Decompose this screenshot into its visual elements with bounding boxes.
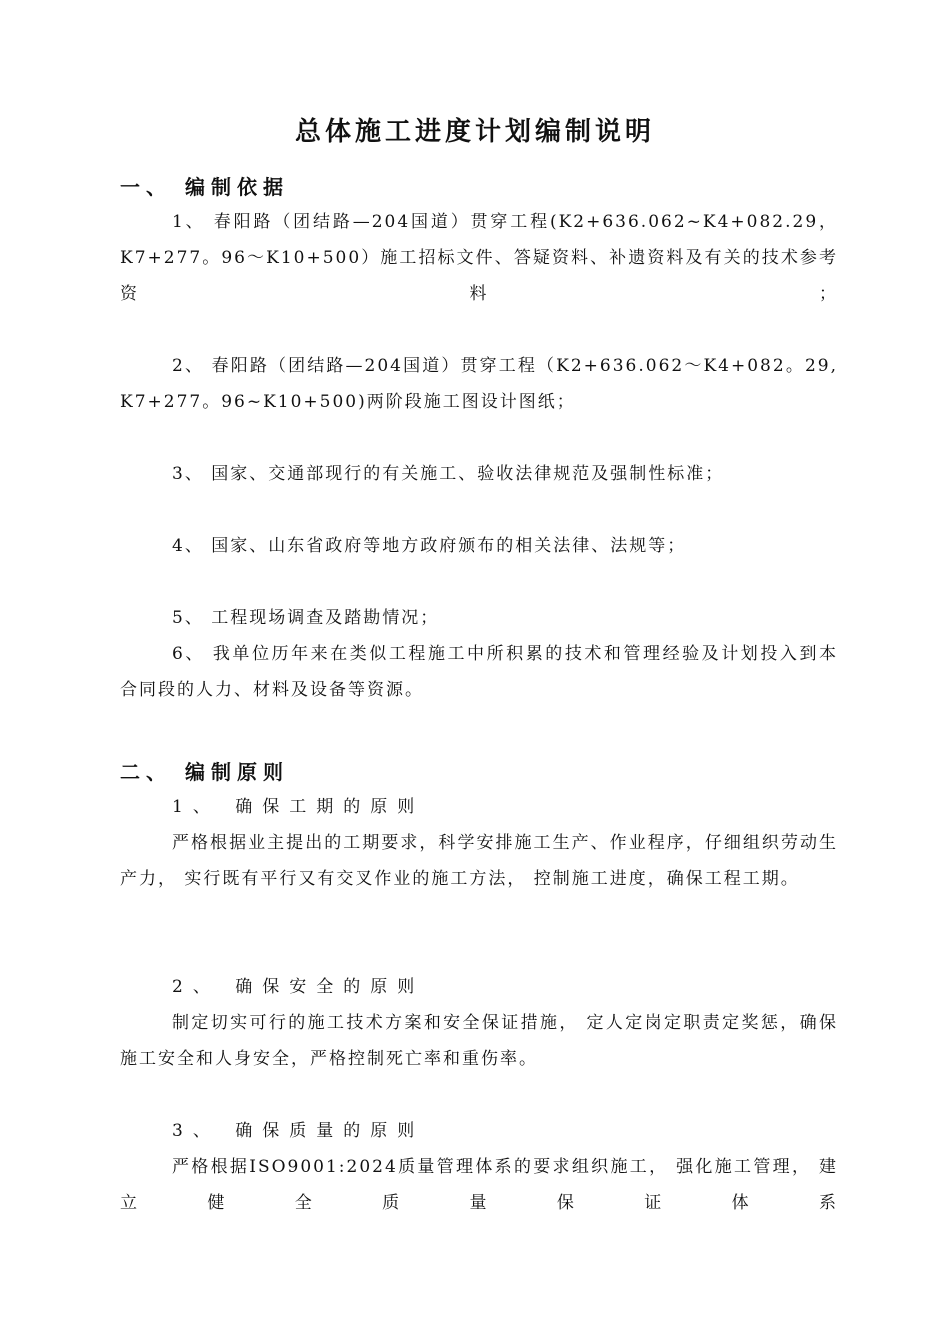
document-title: 总体施工进度计划编制说明 [294, 117, 655, 147]
principle-2-title: 2、 确保安全的原则 [172, 977, 425, 997]
principle-3-title: 3、 确保质量的原则 [172, 1121, 425, 1141]
principle-2-text: 制定切实可行的施工技术方案和安全保证措施， 定人定岗定职责定奖惩，确保施工安全和人身安全，严格控制死亡率和重伤率。 [120, 1013, 838, 1069]
basis-item-4: 4、 国家、山东省政府等地方政府颁布的相关法律、法规等； [172, 536, 687, 556]
principle-3-text: 严格根据ISO9001:2024质量管理体系的要求组织施工， 强化施工管理， 建立健全质量保证体系 [120, 1157, 838, 1213]
section-heading-principles: 二、 编制原则 [120, 760, 289, 784]
section-heading-basis: 一、 编制依据 [120, 175, 289, 199]
principle-1-text: 严格根据业主提出的工期要求，科学安排施工生产、作业程序，仔细组织劳动生产力， 实行既有平行又有交叉作业的施工方法， 控制施工进度，确保工程工期。 [120, 833, 838, 889]
basis-item-3: 3、 国家、交通部现行的有关施工、验收法律规范及强制性标准； [172, 464, 725, 484]
basis-item-6: 6、 我单位历年来在类似工程施工中所积累的技术和管理经验及计划投入到本合同段的人力、材料及设备等资源。 [120, 644, 838, 700]
basis-item-1: 1、 春阳路（团结路—204国道）贯穿工程(K2+636.062~K4+082.29， K7+277。96～K10+500）施工招标文件、答疑资料、补遗资料及有关的技术参考资料； [120, 212, 838, 304]
basis-item-5: 5、 工程现场调查及踏勘情况； [172, 608, 440, 628]
basis-item-2: 2、 春阳路（团结路—204国道）贯穿工程（K2+636.062～K4+082。29,K7+277。96~K10+500)两阶段施工图设计图纸； [120, 356, 838, 412]
principle-1-title: 1、 确保工期的原则 [172, 797, 425, 817]
